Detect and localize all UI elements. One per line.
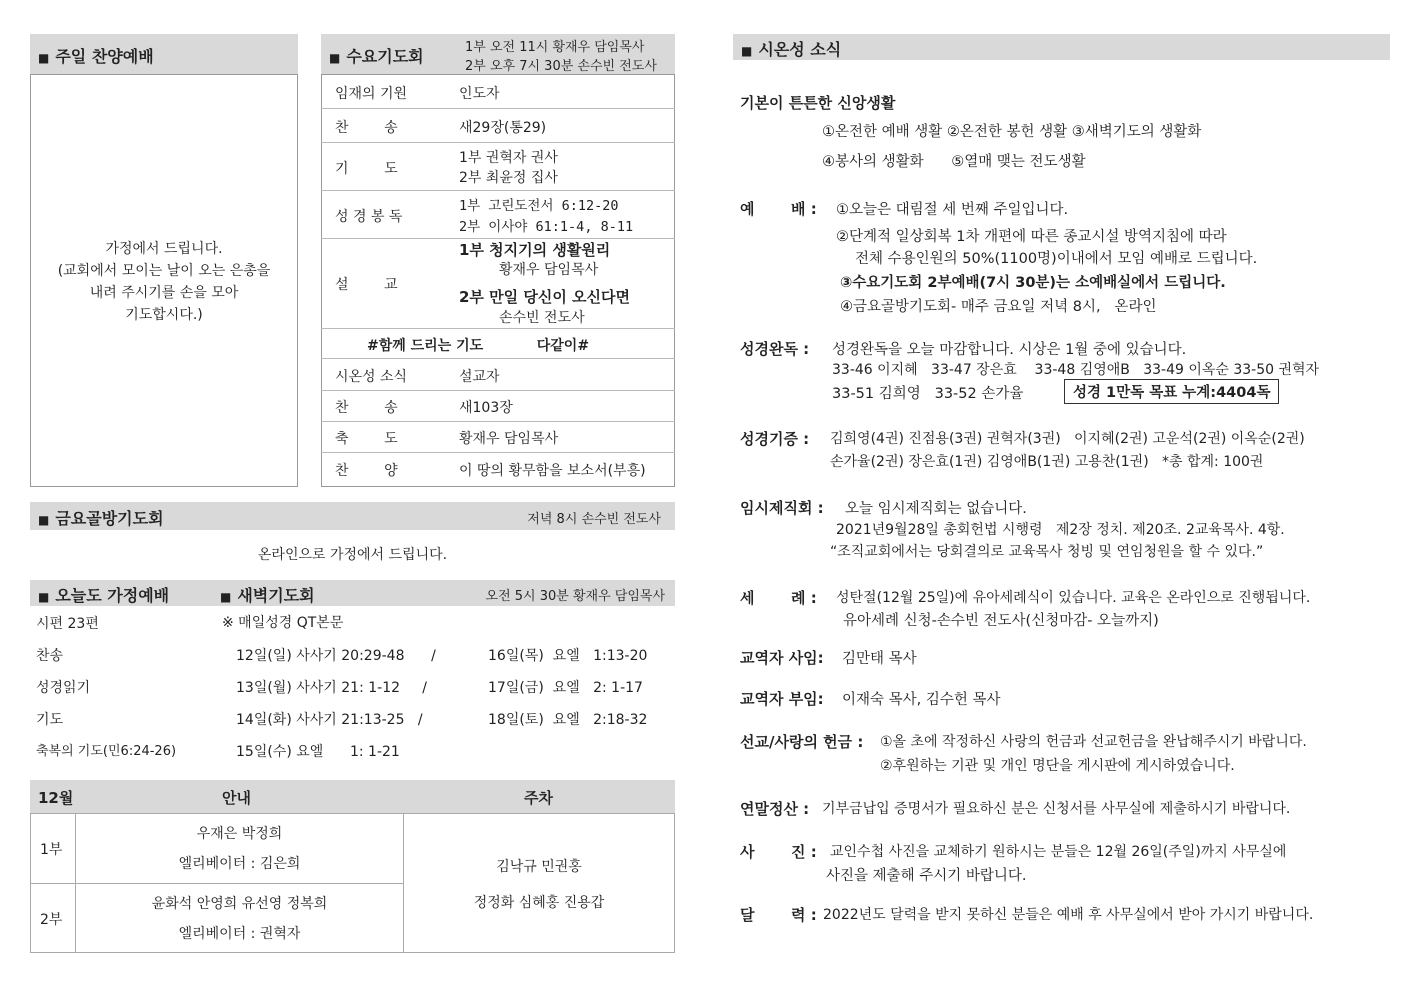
order-value: 1부 고린도전서 6:12-20 [459, 198, 619, 214]
tempo-key: 임시제직회 : [740, 499, 824, 517]
worship-line: ③수요기도회 2부예배(7시 30분)는 소예배실에서 드립니다. [840, 275, 1226, 291]
duty-guide: 우재은 박정희 [196, 826, 283, 842]
order-value: 2부 이사야 61:1-4, 8-11 [459, 219, 634, 235]
square-bullet-icon: ■ [38, 513, 50, 527]
tempo-line: “조직교회에서는 당회결의로 교육목사 청빙 및 연임청원을 할 수 있다.” [830, 544, 1264, 560]
dawn-note: ※ 매일성경 QT본문 [222, 615, 344, 631]
mission-line: ②후원하는 기관 및 개인 명단을 게시판에 게시하였습니다. [880, 758, 1235, 774]
dawn-reading: 12일(일) 사사기 20:29-48 / [236, 648, 436, 664]
square-bullet-icon: ■ [220, 590, 232, 604]
bible-line: 33-46 이지혜 33-47 장은효 33-48 김영애B 33-49 이옥순 33-50 권혁자 [832, 362, 1320, 378]
worship-line: ④금요골방기도회- 매주 금요일 저녁 8시, 온라인 [840, 299, 1157, 315]
order-value: 새29장(통29) [459, 120, 547, 136]
dawn-reading: 14일(화) 사사기 21:13-25 / [236, 712, 423, 728]
worship-line: 전체 수용인원의 50%(1100명)이내에서 모임 예배로 드립니다. [855, 251, 1258, 267]
duty-parking: 정정화 심혜홍 진용갑 [473, 895, 605, 911]
order-key: 성 경 봉 독 [335, 209, 403, 225]
photo-line: 사진을 제출해 주시기 바랍니다. [826, 868, 1027, 884]
sunday-line: (교회에서 모이는 날이 오는 은총을 [57, 263, 271, 279]
calendar-line: 2022년도 달력을 받지 못하신 분들은 예배 후 사무실에서 받아 가시기 바랍니다. [823, 907, 1314, 923]
wednesday-time1: 1부 오전 11시 황재우 담임목사 [465, 40, 645, 55]
duty-guide: 엘리베이터 : 김은희 [178, 856, 301, 872]
family-item: 성경읽기 [36, 680, 91, 696]
dawn-time: 오전 5시 30분 황재우 담임목사 [485, 589, 665, 604]
sunday-line: 기도합시다.) [125, 307, 203, 323]
duty-guide: 엘리베이터 : 권혁자 [178, 926, 301, 942]
order-value: 설교자 [459, 369, 500, 385]
order-value: 새103장 [459, 400, 513, 416]
order-row [321, 109, 675, 143]
order-key: 찬 송 [335, 400, 398, 416]
dawn-reading: 13일(월) 사사기 21: 1-12 / [236, 680, 427, 696]
bible-key: 성경완독 : [740, 340, 810, 358]
dawn-reading: 16일(목) 요엘 1:13-20 [488, 648, 648, 664]
sunday-line: 가정에서 드립니다. [105, 241, 223, 257]
basic-line: ④봉사의 생활화 ⑤열매 맺는 전도생활 [822, 154, 1086, 170]
duty-row-label: 1부 [40, 842, 63, 858]
order-key: 설 교 [335, 277, 398, 293]
photo-key: 사 진 : [740, 843, 817, 861]
bible-line: 33-51 김희영 33-52 손가율 [832, 386, 1024, 402]
donate-key: 성경기증 : [740, 430, 810, 448]
square-bullet-icon: ■ [38, 51, 50, 65]
friday-header [30, 502, 675, 530]
order-key: 찬 송 [335, 120, 398, 136]
family-item: 기도 [36, 712, 64, 728]
resign-key: 교역자 사임: [740, 649, 824, 667]
duty-guide: 윤화석 안영희 유선영 정복희 [151, 896, 328, 912]
baptism-line: 유아세례 신청-손수빈 전도사(신청마감- 오늘까지) [843, 613, 1159, 629]
friday-title: 금요골방기도회 [55, 509, 164, 528]
order-key: 임재의 기원 [335, 86, 408, 102]
appoint-key: 교역자 부임: [740, 690, 824, 708]
order-value: 2부 최윤정 집사 [459, 170, 558, 186]
order-row [321, 422, 675, 453]
order-row [321, 391, 675, 422]
order-row [321, 143, 675, 191]
sermon-title-1: 1부 청지기의 생활원리 [459, 241, 611, 259]
order-row [321, 359, 675, 391]
sunday-line: 내려 주시기를 손을 모아 [89, 285, 239, 301]
family-title: 오늘도 가정예배 [55, 586, 170, 605]
mission-line: ①올 초에 작정하신 사랑의 헌금과 선교헌금을 완납해주시기 바랍니다. [880, 734, 1307, 750]
sunday-body [30, 74, 298, 487]
wednesday-time2: 2부 오후 7시 30분 손수빈 전도사 [465, 59, 657, 74]
wednesday-title: 수요기도회 [346, 47, 424, 66]
worship-line: ②단계적 일상회복 1차 개편에 따른 종교시설 방역지침에 따라 [836, 229, 1227, 245]
duty-col-guide: 안내 [222, 789, 251, 807]
family-item: 시편 23편 [36, 616, 99, 632]
order-value: 이 땅의 황무함을 보소서(부흥) [459, 463, 646, 479]
worship-key: 예 배 : [740, 200, 817, 218]
news-header [733, 34, 1390, 60]
duty-col-parking: 주차 [524, 789, 553, 807]
friday-time: 저녁 8시 손수빈 전도사 [527, 512, 661, 527]
dawn-reading: 15일(수) 요엘 1: 1-21 [236, 744, 400, 760]
order-key: 기 도 [335, 161, 398, 177]
resign-value: 김만태 목사 [842, 651, 917, 667]
baptism-line: 성탄절(12월 25일)에 유아세례식이 있습니다. 교육은 온라인으로 진행됩니다. [836, 590, 1311, 606]
duty-header [30, 780, 675, 813]
calendar-key: 달 력 : [740, 906, 817, 924]
basic-title: 기본이 튼튼한 신앙생활 [740, 94, 896, 112]
worship-line: ①오늘은 대림절 세 번째 주일입니다. [836, 202, 1069, 218]
duty-parking: 김낙규 민권홍 [496, 859, 582, 875]
tempo-line: 오늘 임시제직회는 없습니다. [845, 501, 1027, 517]
duty-row-label: 2부 [40, 912, 63, 928]
appoint-value: 이재숙 목사, 김수헌 목사 [842, 692, 1001, 708]
family-item: 축복의 기도(민6:24-26) [36, 744, 177, 759]
basic-line: ①온전한 예배 생활 ②온전한 봉헌 생활 ③새벽기도의 생활화 [822, 124, 1202, 140]
duty-month: 12월 [38, 789, 74, 807]
wednesday-header [321, 34, 675, 74]
together-prayer-row [321, 329, 675, 359]
order-row [321, 75, 675, 109]
square-bullet-icon: ■ [329, 51, 341, 65]
sermon-row [321, 239, 675, 329]
order-value: 1부 권혁자 권사 [459, 150, 558, 166]
mission-key: 선교/사랑의 헌금 : [740, 733, 864, 751]
donate-line: 김희영(4권) 진점용(3권) 권혁자(3권) 이지혜(2권) 고운석(2권) 이옥순(2권) [830, 431, 1305, 447]
divider [403, 813, 404, 953]
preacher-2: 손수빈 전도사 [499, 310, 585, 326]
news-title: 시온성 소식 [758, 40, 842, 59]
order-value: 황재우 담임목사 [459, 431, 559, 447]
order-value: 인도자 [459, 86, 500, 102]
tax-key: 연말정산 : [740, 800, 810, 818]
bible-goal-badge: 성경 1만독 목표 누계:4404독 [1064, 379, 1279, 404]
square-bullet-icon: ■ [38, 590, 50, 604]
baptism-key: 세 례 : [740, 589, 817, 607]
together-prayer: #함께 드리는 기도 다같이# [367, 338, 590, 354]
bible-line: 성경완독을 오늘 마감합니다. 시상은 1월 중에 있습니다. [832, 342, 1187, 358]
divider [30, 883, 403, 884]
sunday-title: 주일 찬양예배 [55, 47, 154, 66]
sermon-title-2: 2부 만일 당신이 오신다면 [459, 288, 631, 306]
dawn-title: 새벽기도회 [237, 586, 315, 605]
dawn-reading: 18일(토) 요엘 2:18-32 [488, 712, 648, 728]
dawn-reading: 17일(금) 요엘 2: 1-17 [488, 680, 643, 696]
order-row [321, 191, 675, 239]
friday-body: 온라인으로 가정에서 드립니다. [257, 547, 448, 563]
photo-line: 교인수첩 사진을 교체하기 원하시는 분들은 12월 26일(주일)까지 사무실에 [830, 844, 1287, 860]
tax-line: 기부금납입 증명서가 필요하신 분은 신청서를 사무실에 제출하시기 바랍니다. [822, 801, 1291, 817]
order-key: 축 도 [335, 431, 398, 447]
order-row [321, 453, 675, 486]
preacher-1: 황재우 담임목사 [499, 262, 599, 278]
tempo-line: 2021년9월28일 총회헌법 시행령 제2장 정치. 제20조. 2교육목사. 4항. [836, 522, 1285, 538]
family-dawn-header [30, 580, 675, 606]
order-key: 시온성 소식 [335, 369, 408, 385]
donate-line: 손가율(2권) 장은효(1권) 김영애B(1권) 고용찬(1권) *총 합계: 100권 [830, 454, 1264, 470]
family-item: 찬송 [36, 648, 64, 664]
sunday-header [30, 34, 298, 74]
square-bullet-icon: ■ [741, 44, 753, 58]
order-key: 찬 양 [335, 463, 398, 479]
